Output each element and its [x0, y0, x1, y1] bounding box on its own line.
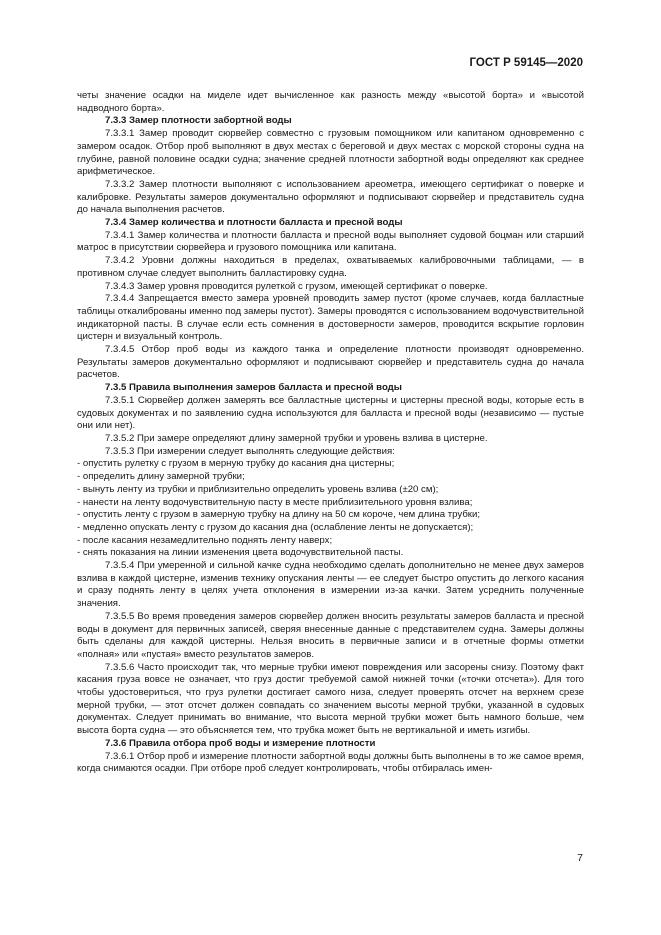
paragraph: 7.3.5.3 При измерении следует выполнять следующие действия: — [105, 445, 395, 457]
paragraph: 7.3.4.4 Запрещается вместо замера уровней проводить замер пустот (кроме случаев, когда балластные таблицы откалиброваны именно под замеры пустот). Замеры проводятся с использованием водочувствительной индикаторной пасты. В случае если есть сомнения в достоверности замеров, проводится вскрытие горловин цистерн и визуальный контроль. — [77, 293, 584, 343]
page-number: 7 — [577, 852, 583, 864]
list-item: - снять показания на линии изменения цвета водочувствительной пасты. — [77, 547, 404, 559]
paragraph: 7.3.4.3 Замер уровня проводится рулеткой с грузом, имеющей сертификат о поверке. — [105, 280, 488, 292]
section-heading: 7.3.3 Замер плотности забортной воды — [105, 115, 292, 127]
section-heading: 7.3.5 Правила выполнения замеров балласта и пресной воды — [105, 382, 402, 394]
paragraph: 7.3.5.5 Во время проведения замеров сюрвейер должен вносить результаты замеров балласта и пресной воды в документ для первичных записей, сверяя внесенные данные с представителем судна. Замеры должны быть сделаны для каждой цистерны. Нельзя вносить в первичные записи и в отчетные формы отметки «полная» или «пустая» вместо результатов замеров. — [77, 610, 584, 660]
paragraph: 7.3.4.2 Уровни должны находиться в пределах, охватываемых калибровочными таблицами, — в противном случае следует выполнить балластировку судна. — [77, 255, 584, 279]
list-item: - нанести на ленту водочувствительную пасту в месте приблизительного уровня взлива; — [77, 496, 473, 508]
section-heading: 7.3.4 Замер количества и плотности балласта и пресной воды — [105, 217, 403, 229]
standard-designation: ГОСТ Р 59145—2020 — [469, 57, 583, 69]
list-item: - медленно опускать ленту с грузом до касания дна (ослабление ленты не допускается); — [77, 521, 474, 533]
section-heading: 7.3.6 Правила отбора проб воды и измерение плотности — [105, 737, 376, 749]
paragraph: 7.3.3.1 Замер проводит сюрвейер совместно с грузовым помощником или капитаном одновременно с замером осадок. Отбор проб выполняют в двух местах с береговой и двух местах с морской стороны судна на глубине, равной половине осадки судна; значение средней плотности забортной воды определяют как среднее арифметическое. — [77, 128, 584, 178]
paragraph: четы значение осадки на миделе идет вычисленное как разность между «высотой борта» и «высотой надводного борта». — [77, 90, 584, 114]
list-item: - опустить ленту с грузом в замерную трубку на длину на 50 см короче, чем длина трубки; — [77, 509, 481, 521]
list-item: - определить длину замерной трубки; — [77, 471, 245, 483]
document-body — [77, 90, 584, 776]
paragraph: 7.3.4.5 Отбор проб воды из каждого танка и определение плотности производят одновременно. Результаты замеров документально оформляют и подписывают сюрвейер и представитель судна до начала расчетов. — [77, 344, 584, 381]
paragraph: 7.3.6.1 Отбор проб и измерение плотности забортной воды должны быть выполнены в то же самое время, когда снимаются осадки. При отборе проб следует контролировать, чтобы отбиралась имен- — [77, 750, 584, 775]
paragraph: 7.3.5.6 Часто происходит так, что мерные трубки имеют повреждения или засорены снизу. Поэтому факт касания груза вовсе не означает, что груз достиг требуемой самой нижней точки («точки отсчета»). Для того чтобы удостовериться, что груз рулетки достигает самого низа, следует проверять отсчет на верхнем срезе мерной трубки, — этот отсчет должен совпадать со значением высоты мерной трубки, указанной в судовых документах. Следует принимать во внимание, что высота мерной трубки может быть намного больше, чем высота борта судна — это объясняется тем, что трубка может быть не вертикальной и иметь изгибы. — [77, 661, 584, 737]
paragraph: 7.3.5.4 При умеренной и сильной качке судна необходимо сделать дополнительно не менее двух замеров взлива в каждой цистерне, изменив технику опускания ленты — ее следует быстро опустить до легкого касания и сразу поднять ленту в целях учета отклонения в измерении из-за качки. Затем усреднить полученные значения. — [77, 560, 584, 610]
paragraph: 7.3.4.1 Замер количества и плотности балласта и пресной воды выполняет судовой боцман или старший матрос в присутствии сюрвейера и грузового помощника или капитана. — [77, 229, 584, 254]
list-item: - опустить рулетку с грузом в мерную трубку до касания дна цистерны; — [77, 458, 395, 470]
list-item: - после касания незамедлительно поднять ленту наверх; — [77, 534, 333, 546]
paragraph: 7.3.5.2 При замере определяют длину замерной трубки и уровень взлива в цистерне. — [105, 432, 488, 444]
list-item: - вынуть ленту из трубки и приблизительно определить уровень взлива (±20 см); — [77, 483, 439, 495]
paragraph: 7.3.3.2 Замер плотности выполняют с использованием ареометра, имеющего сертификат о поверке и калибровке. Результаты замеров документально оформляют и подписывают сюрвейер и представитель судна до начала выполнения расчетов. — [77, 178, 584, 216]
paragraph: 7.3.5.1 Сюрвейер должен замерять все балластные цистерны и цистерны пресной воды, которые есть в судовых документах и по заявлению судна используются для балласта и пресной воды (независимо — пустые они или нет). — [77, 394, 584, 432]
